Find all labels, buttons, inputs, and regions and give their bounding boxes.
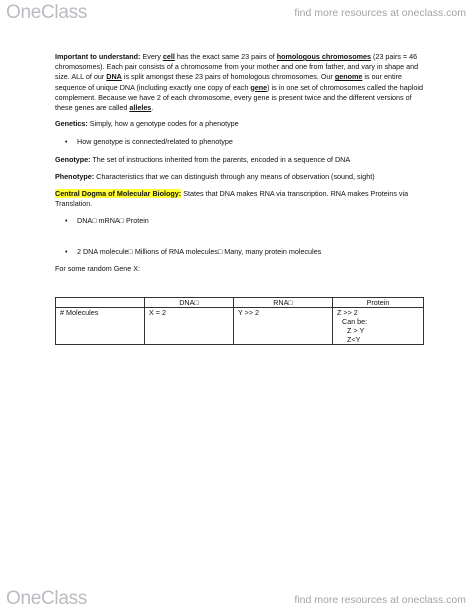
table-header-cell: Protein (333, 298, 424, 308)
table-header-cell (56, 298, 145, 308)
table-cell: # Molecules (56, 308, 145, 345)
intro-paragraph: Important to understand: Every cell has the exact same 23 pairs of homologous chromosomes (23 pairs = 46 chromosomes). Each pair consists of a chromosome from your mother and one from father, and vary in shape and size. ALL of our DNA is split amongst these 23 pairs of homologous chromosomes. Our genome is our entire sequence of unique DNA (including exactly one copy of each gene) is in one set of chromosomes called the haploid complement. Because we have 2 of each chromosome, every gene is present twice and the different versions of these genes are called alleles. (55, 52, 423, 113)
table-cell-protein (333, 308, 424, 345)
table-cell: Y >> 2 (234, 308, 333, 345)
genotype-definition: Genotype: The set of instructions inherited from the parents, encoded in a sequence of DNA (55, 154, 351, 164)
find-resources-link-footer[interactable]: find more resources at oneclass.com (294, 594, 466, 606)
protein-count: Z >> 2 (337, 308, 358, 317)
bullet-molecule-counts: • 2 DNA molecule□ Millions of RNA molecules□ Many, many protein molecules (55, 247, 425, 257)
table-header-cell: DNA□ (145, 298, 234, 308)
protein-compare-1: Z > Y (347, 326, 365, 335)
protein-compare-2: Z<Y (347, 335, 361, 344)
table-header-row (56, 298, 424, 308)
document-body (55, 52, 425, 274)
oneclass-logo-footer[interactable]: OneClass (6, 588, 88, 609)
gene-x-caption: For some random Gene X: (55, 263, 141, 273)
oneclass-logo[interactable]: OneClass (6, 2, 88, 23)
find-resources-link[interactable]: find more resources at oneclass.com (294, 7, 466, 19)
table-header-cell: RNA□ (234, 298, 333, 308)
bullet-dna-mrna-protein: • DNA□ mRNA□ Protein (55, 216, 425, 226)
central-dogma-definition: Central Dogma of Molecular Biology: States that DNA makes RNA via transcription. RNA makes Proteins via Translation. (55, 189, 409, 209)
phenotype-definition: Phenotype: Characteristics that we can distinguish through any means of observation (sound, sight) (55, 171, 375, 181)
molecule-table (55, 297, 424, 345)
bullet-genotype-phenotype: • How genotype is connected/related to phenotype (55, 137, 425, 147)
protein-note: Can be: (342, 317, 368, 326)
genetics-definition: Genetics: Simply, how a genotype codes for a phenotype (55, 119, 239, 129)
table-cell: X = 2 (145, 308, 234, 345)
table-row (56, 308, 424, 345)
